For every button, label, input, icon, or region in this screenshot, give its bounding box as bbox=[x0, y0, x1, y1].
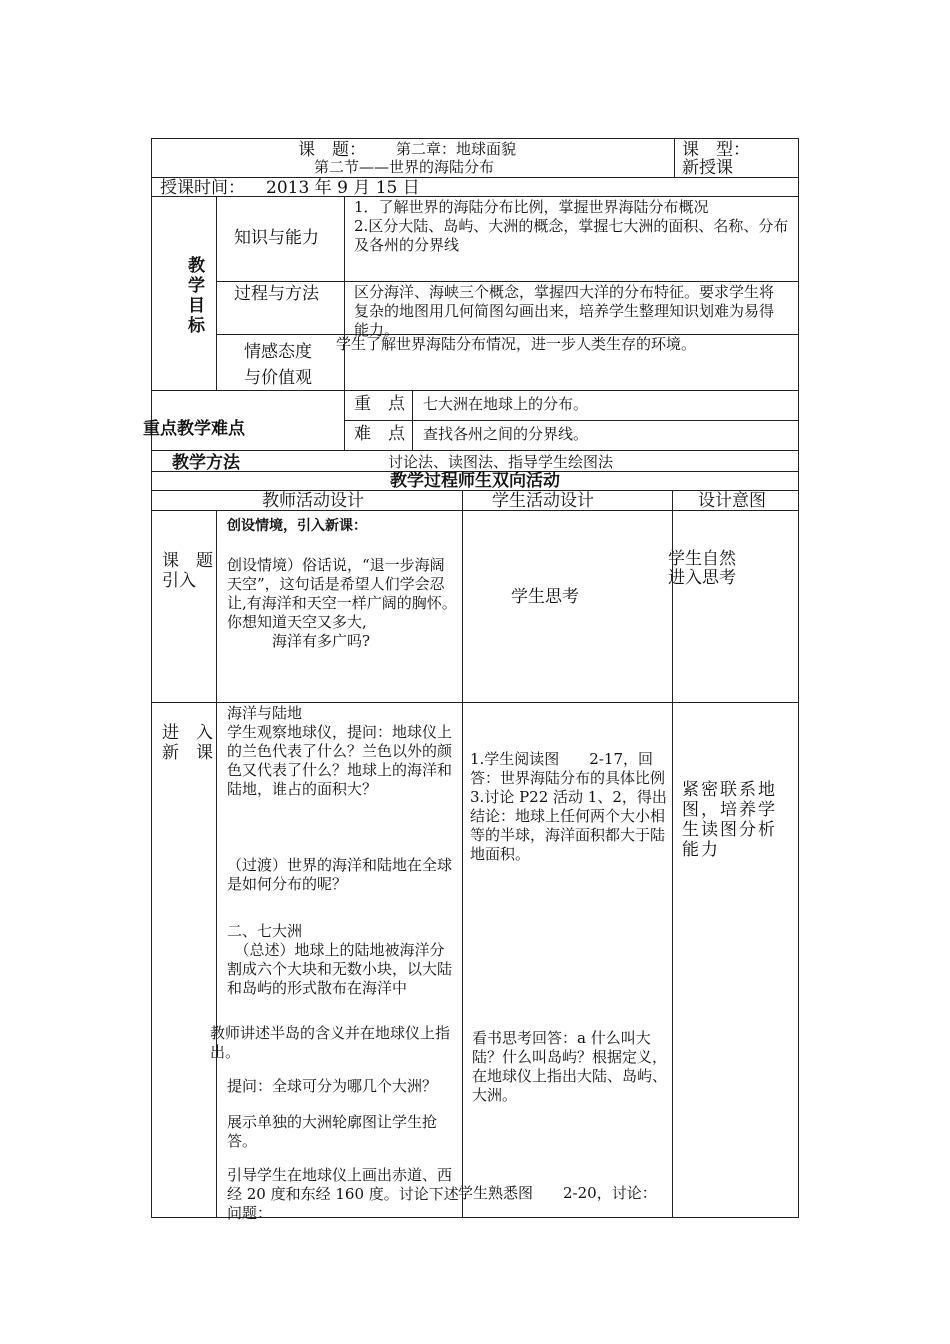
method-label: 教学方法 bbox=[172, 453, 240, 473]
row1-student-text: 学生思考 bbox=[511, 587, 579, 607]
section-title: 第二节——世界的海陆分布 bbox=[314, 158, 495, 176]
col-divider bbox=[344, 196, 345, 391]
row2-teacher-p1: 海洋与陆地 学生观察地球仪，提问：地球仪上的兰色代表了什么？兰色以外的颜色又代表了什么？地球上的海洋和陆地，谁占的面积大？ bbox=[227, 704, 453, 798]
col-student-header: 学生活动设计 bbox=[492, 491, 594, 511]
row-divider bbox=[151, 390, 799, 391]
row2-teacher-p5: 提问：全球可分为哪几个大洲？ bbox=[227, 1077, 438, 1095]
col-teacher-header: 教师活动设计 bbox=[262, 491, 364, 511]
keypoints-label: 重点教学难点 bbox=[143, 419, 245, 439]
row-divider bbox=[151, 450, 799, 451]
row2-student-p1: 1.学生阅读图 2-17，回答：世界海陆分布的具体比例 3.讨论 P22 活动 1、2，得出结论：地球上任何两个大小相等的半球，海洋面积都大于陆地面积。 bbox=[470, 750, 667, 863]
topic-label: 课 题： bbox=[298, 140, 366, 160]
row2-label: 进 入 新 课 bbox=[162, 723, 213, 763]
col-intent-header: 设计意图 bbox=[698, 491, 766, 511]
difficult-label: 难 点 bbox=[354, 424, 405, 444]
col-divider bbox=[462, 490, 463, 1218]
row1-teacher-heading: 创设情境，引入新课： bbox=[227, 518, 367, 534]
emotion-label-1: 情感态度 bbox=[244, 342, 312, 362]
row-divider bbox=[151, 702, 799, 703]
table-border-top bbox=[151, 138, 799, 139]
key-label: 重 点 bbox=[354, 394, 405, 414]
teaching-time-label: 授课时间： bbox=[160, 178, 245, 198]
teaching-time-value: 2013 年 9 月 15 日 bbox=[266, 178, 420, 198]
process-text: 区分海洋、海峡三个概念，掌握四大洋的分布特征。要求学生将复杂的地图用几何简图勾画出来，培养学生整理知识划难为易得能力。 bbox=[354, 283, 775, 339]
table-border-right bbox=[798, 138, 799, 1218]
row2-student-p2: 看书思考回答：a 什么叫大陆？什么叫岛屿？根据定义，在地球仪上指出大陆、岛屿、大洲。 bbox=[472, 1029, 668, 1104]
col-divider bbox=[216, 196, 217, 391]
row1-intent-text: 学生自然进入思考 bbox=[668, 549, 736, 588]
row2-intent-text: 紧密联系地图，培养学生读图分析能力 bbox=[682, 780, 777, 860]
row-divider bbox=[151, 196, 799, 197]
table-border-left bbox=[151, 138, 152, 1218]
row2-student-p3: 学生熟悉图 2-20，讨论： bbox=[458, 1184, 657, 1202]
lesson-type-value: 新授课 bbox=[682, 158, 733, 178]
row1-label: 课 题 引入 bbox=[162, 551, 213, 591]
col-divider bbox=[216, 510, 217, 1218]
lesson-type-label: 课 型： bbox=[682, 140, 750, 160]
row2-teacher-p6: 展示单独的大洲轮廓图让学生抢答。 bbox=[227, 1113, 438, 1150]
difficult-text: 查找各州之间的分界线。 bbox=[423, 425, 589, 443]
process-title: 教学过程师生双向活动 bbox=[390, 471, 560, 491]
row-divider bbox=[344, 420, 799, 421]
header-divider bbox=[674, 138, 675, 178]
row2-teacher-p7: 引导学生在地球仪上画出赤道、西经 20 度和东经 160 度。讨论下述问题： bbox=[227, 1166, 459, 1222]
emotion-text: 学生了解世界海陆分布情况，进一步人类生存的环境。 bbox=[336, 335, 697, 353]
objectives-label: 教学目标 bbox=[188, 256, 205, 336]
process-label: 过程与方法 bbox=[234, 284, 319, 304]
chapter-title: 第二章：地球面貌 bbox=[396, 140, 517, 158]
knowledge-label: 知识与能力 bbox=[234, 228, 319, 248]
row-divider bbox=[216, 281, 799, 282]
row2-teacher-p3: 二、七大洲 （总述）地球上的陆地被海洋分割成六个大块和无数小块，以大陆和岛屿的形式散布在海洋中 bbox=[227, 922, 453, 997]
emotion-label-2: 与价值观 bbox=[244, 368, 312, 388]
row1-teacher-text: 创设情境）俗话说，“退一步海阔天空”，这句话是希望人们学会忍让,有海洋和天空一样广阔的胸怀。你想知道天空又多大, 海洋有多广吗? bbox=[227, 556, 457, 650]
key-text: 七大洲在地球上的分布。 bbox=[423, 395, 589, 413]
method-text: 讨论法、读图法、指导学生绘图法 bbox=[388, 453, 614, 471]
row2-teacher-p2: （过渡）世界的海洋和陆地在全球是如何分布的呢？ bbox=[227, 856, 453, 893]
col-divider bbox=[672, 490, 673, 1218]
knowledge-text: 1．了解世界的海陆分布比例，掌握世界海陆分布概况 2.区分大陆、岛屿、大洲的概念，掌握七大洲的面积、名称、分布及各州的分界线 bbox=[354, 198, 789, 254]
row2-teacher-p4: 教师讲述半岛的含义并在地球仪上指出。 bbox=[210, 1024, 451, 1061]
